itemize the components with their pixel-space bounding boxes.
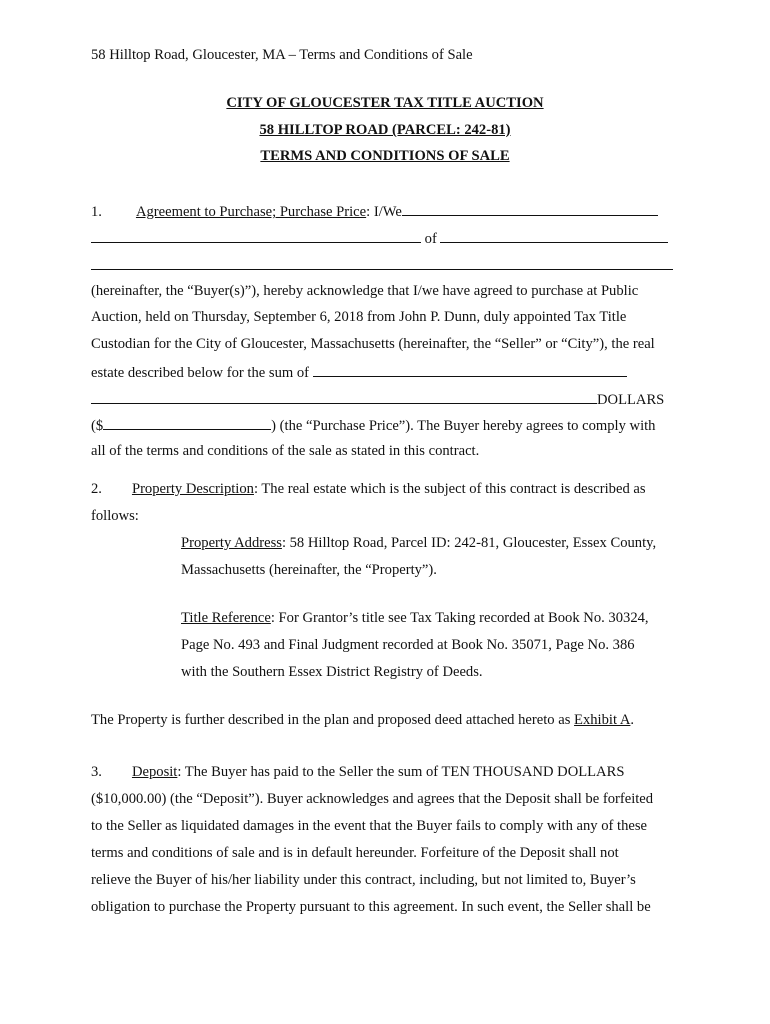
- section-1-text-line: all of the terms and conditions of the sale as stated in this contract.: [91, 443, 480, 459]
- section-1-first-line: [91, 201, 658, 221]
- buyer-address-field-2[interactable]: [91, 255, 673, 270]
- title-reference-line-3: with the Southern Essex District Registry of Deeds.: [181, 664, 483, 680]
- section-2-number: 2.: [91, 481, 102, 497]
- section-1-number: 1.: [91, 204, 102, 220]
- buyer-address-field[interactable]: [440, 228, 668, 243]
- section-3-number: 3.: [91, 764, 102, 780]
- section-1-heading: Agreement to Purchase; Purchase Price: [135, 204, 367, 220]
- page-header: 58 Hilltop Road, Gloucester, MA – Terms and Conditions of Sale: [91, 47, 473, 63]
- dollars-label: DOLLARS: [597, 392, 665, 408]
- period: .: [630, 712, 635, 728]
- section-2-text: : The real estate which is the subject of this contract is described as: [253, 481, 646, 497]
- title-reference-line: [181, 609, 649, 627]
- title-line-1: CITY OF GLOUCESTER TAX TITLE AUCTION: [226, 95, 544, 111]
- title-reference-text: : For Grantor’s title see Tax Taking recorded at Book No. 30324,: [270, 610, 649, 626]
- section-1-text-line: (hereinafter, the “Buyer(s)”), hereby acknowledge that I/we have agreed to purchase at Public: [91, 283, 639, 299]
- sum-label: estate described below for the sum of: [91, 365, 313, 381]
- section-1-text-line: Custodian for the City of Gloucester, Massachusetts (hereinafter, the “Seller” or “City”), the real: [91, 336, 655, 352]
- section-3-text-line: terms and conditions of sale and is in default hereunder. Forfeiture of the Deposit shall not: [91, 845, 619, 861]
- section-1-line-2: [91, 228, 668, 248]
- section-1-dollars-line: [91, 389, 664, 409]
- section-3-text-line: obligation to purchase the Property pursuant to this agreement. In such event, the Seller shall be: [91, 899, 651, 915]
- section-1-lead: : I/We: [366, 204, 402, 220]
- title-reference-line-2: Page No. 493 and Final Judgment recorded at Book No. 35071, Page No. 386: [181, 637, 635, 653]
- title-line-3: TERMS AND CONDITIONS OF SALE: [260, 148, 510, 164]
- of-label: of: [421, 231, 441, 247]
- section-2-heading: Property Description: [131, 481, 254, 497]
- section-3-text-line: relieve the Buyer of his/her liability under this contract, including, but not limited to, Buyer’s: [91, 872, 636, 888]
- section-2-first-line: [91, 480, 646, 498]
- title-reference-label: Title Reference: [181, 610, 271, 626]
- section-1-text-line: Auction, held on Thursday, September 6, 2018 from John P. Dunn, duly appointed Tax Title: [91, 309, 627, 325]
- section-2-text-line: follows:: [91, 508, 139, 524]
- exhibit-a-reference: Exhibit A: [574, 712, 631, 728]
- further-description-line: [91, 711, 634, 729]
- property-address-label: Property Address: [181, 535, 282, 551]
- buyer-name-field[interactable]: [402, 201, 658, 216]
- section-1-line-3: [91, 255, 673, 275]
- purchase-sum-words-field[interactable]: [313, 362, 627, 377]
- purchase-price-field[interactable]: [103, 415, 271, 430]
- purchase-sum-words-field-2[interactable]: [91, 389, 597, 404]
- dollar-sign: ($: [91, 418, 104, 434]
- section-1-price-line: [91, 415, 655, 435]
- property-address-line-2: Massachusetts (hereinafter, the “Property”).: [181, 562, 437, 578]
- property-address-line: [181, 534, 656, 552]
- purchase-price-text: ) (the “Purchase Price”). The Buyer hereby agrees to comply with: [271, 418, 656, 434]
- property-address-text: : 58 Hilltop Road, Parcel ID: 242-81, Gloucester, Essex County,: [281, 535, 657, 551]
- section-1-sum-line: [91, 362, 627, 382]
- section-3-first-line: [91, 763, 624, 781]
- section-3-heading: Deposit: [131, 764, 178, 780]
- section-3-text-line: ($10,000.00) (the “Deposit”). Buyer acknowledges and agrees that the Deposit shall be forfeited: [91, 791, 654, 807]
- section-3-text-line: to the Seller as liquidated damages in the event that the Buyer fails to comply with any of these: [91, 818, 648, 834]
- title-line-2: 58 HILLTOP ROAD (PARCEL: 242-81): [259, 122, 511, 138]
- section-3-text: : The Buyer has paid to the Seller the sum of TEN THOUSAND DOLLARS: [177, 764, 625, 780]
- buyer-name-field-2[interactable]: [91, 228, 421, 243]
- further-description-text: The Property is further described in the plan and proposed deed attached hereto as: [91, 712, 575, 728]
